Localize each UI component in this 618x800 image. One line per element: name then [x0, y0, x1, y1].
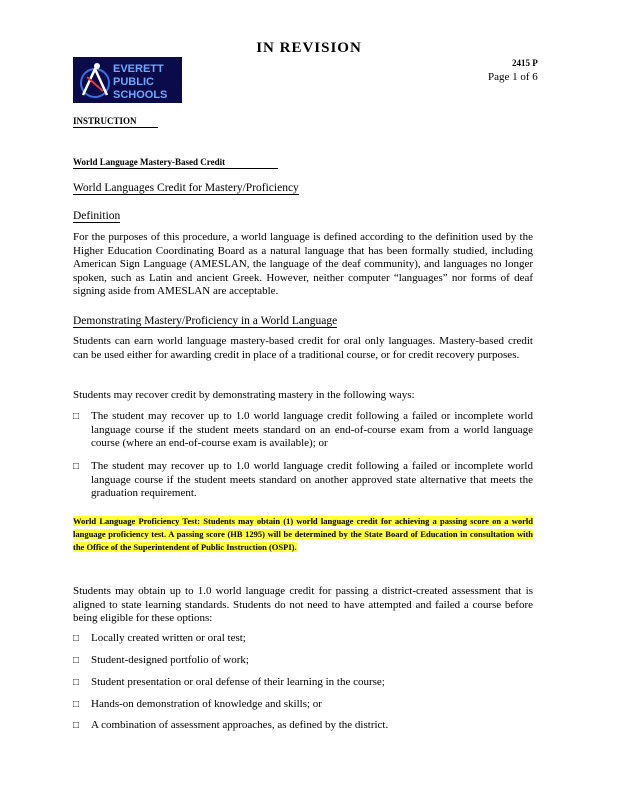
definition-paragraph: For the purposes of this procedure, a world language is defined according to the definition used by the Higher Education Coordinating Board as a natural language that has been formally studied, including American Sign Language (AMESLAN, the language of the deaf community), and languages no longer spoken, such as Latin and ancient Greek. However, neither computer “languages” nor forms of deaf signing aside from AMESLAN are acceptable.	[73, 231, 533, 297]
page-number: Page 1 of 6	[488, 71, 538, 83]
highlighted-text: World Language Proficiency Test: Students may obtain (1) world language credit for achieving a passing score on a world language proficiency test. A passing score (HB 1295) will be determined by the State Board of Education in consultation with the Office of the Superintendent of Public Instruction (OSPI).	[73, 516, 533, 552]
revision-banner: IN REVISION	[256, 40, 362, 56]
bullet-icon: □	[73, 411, 80, 422]
credit-heading: World Languages Credit for Mastery/Proficiency	[73, 182, 299, 194]
bullet-icon: □	[73, 720, 80, 731]
bullet-icon: □	[73, 633, 80, 644]
list-item-text: The student may recover up to 1.0 world language credit following a failed or incomplete world language course if the student meets standard on an end-of-course exam from a world language course (where an end-of-course exam is available); or	[91, 410, 533, 449]
demonstrating-paragraph: Students can earn world language mastery-based credit for oral only languages. Mastery-based credit can be used either for awarding credit in place of a traditional course, or for credit recovery purposes.	[73, 335, 533, 361]
demonstrating-heading: Demonstrating Mastery/Proficiency in a World Language	[73, 315, 338, 327]
list-item-text: Student presentation or oral defense of their learning in the course;	[91, 676, 385, 688]
list-item-text: Hands-on demonstration of knowledge and skills; or	[91, 698, 322, 710]
list-item-text: Locally created written or oral test;	[91, 632, 246, 644]
bullet-icon: □	[73, 461, 80, 472]
definition-heading: Definition	[73, 210, 121, 222]
recover-intro: Students may recover credit by demonstrating mastery in the following ways:	[73, 389, 415, 401]
document-subtitle: World Language Mastery-Based Credit	[73, 157, 278, 169]
obtain-intro: Students may obtain up to 1.0 world language credit for passing a district-created assessment that is aligned to state learning standards. Students do not need to have attempted and failed a course before being eligible for these options:	[73, 585, 533, 624]
everett-public-schools-logo	[73, 57, 182, 103]
list-item	[73, 460, 533, 502]
list-item-text: A combination of assessment approaches, as defined by the district.	[91, 719, 389, 731]
list-item-text: The student may recover up to 1.0 world language credit following a failed or incomplete world language course if the student meets standard on another approved state alternative that meets the graduation requirement.	[91, 460, 533, 499]
proficiency-test-paragraph	[73, 515, 533, 554]
svg-text:EVERETT: EVERETT	[113, 63, 164, 75]
svg-text:SCHOOLS: SCHOOLS	[113, 89, 168, 101]
bullet-icon: □	[73, 677, 80, 688]
document-number: 2415 P	[512, 58, 538, 68]
bullet-icon: □	[73, 699, 80, 710]
instruction-label: INSTRUCTION	[73, 116, 158, 128]
list-item	[73, 410, 533, 452]
svg-text:PUBLIC: PUBLIC	[113, 76, 154, 88]
bullet-icon: □	[73, 655, 80, 666]
list-item-text: Student-designed portfolio of work;	[91, 654, 249, 666]
